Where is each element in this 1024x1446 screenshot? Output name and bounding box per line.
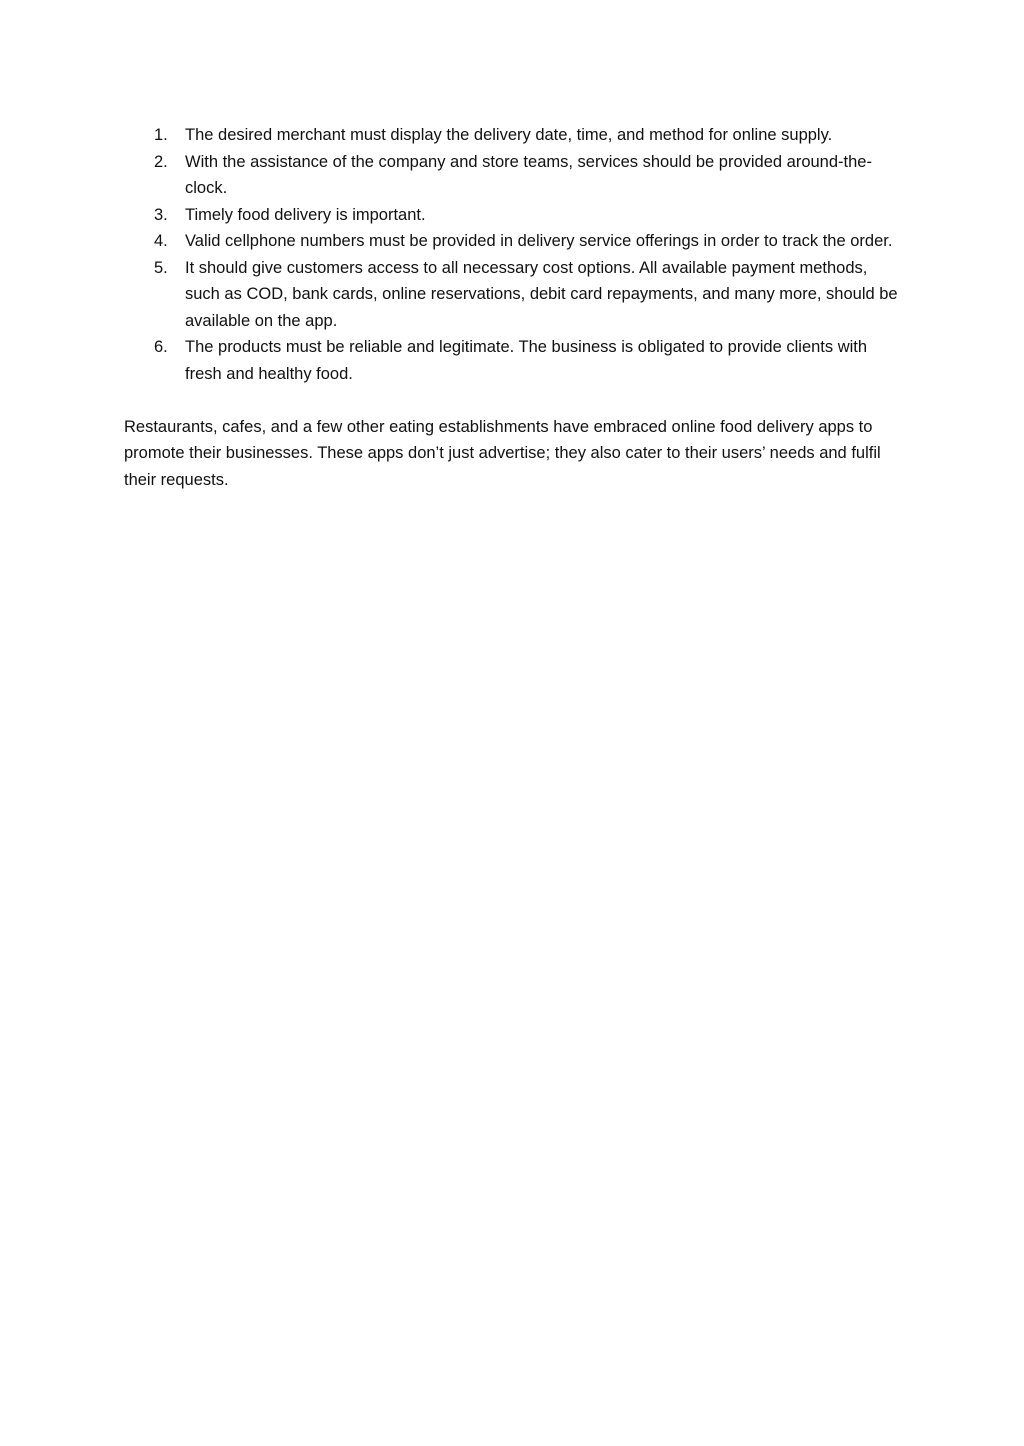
- list-item: [124, 122, 900, 149]
- list-item-number: 6.: [154, 338, 168, 356]
- list-item-number: 3.: [154, 205, 168, 224]
- body-paragraph: Restaurants, cafes, and a few other eating establishments have embraced online food delivery apps to promote their businesses. These apps don’t just advertise; they also cater to their users’ needs and fulfil their requests.: [124, 417, 881, 489]
- list-item-text: With the assistance of the company and store teams, services should be provided around-the-clock.: [185, 152, 872, 197]
- list-item-text: The desired merchant must display the delivery date, time, and method for online supply.: [185, 126, 833, 144]
- list-item-number: 1.: [154, 126, 168, 144]
- list-item-text: Valid cellphone numbers must be provided in delivery service offerings in order to track the order.: [185, 232, 893, 250]
- list-item-number: 2.: [154, 152, 168, 171]
- list-item-text: Timely food delivery is important.: [185, 205, 426, 224]
- list-item: [124, 255, 900, 335]
- requirements-list: [124, 122, 900, 387]
- list-item: [124, 334, 900, 387]
- list-item: [124, 149, 900, 202]
- list-item-number: 4.: [154, 232, 168, 250]
- list-item-text: It should give customers access to all necessary cost options. All available payment methods, such as COD, bank cards, online reservations, debit card repayments, and many more, should be available on the app.: [185, 258, 898, 330]
- list-item-number: 5.: [154, 258, 168, 277]
- list-item-text: The products must be reliable and legitimate. The business is obligated to provide clients with fresh and healthy food.: [185, 338, 868, 383]
- list-item: [124, 228, 900, 255]
- list-item: [124, 202, 900, 229]
- document-body: [124, 122, 900, 493]
